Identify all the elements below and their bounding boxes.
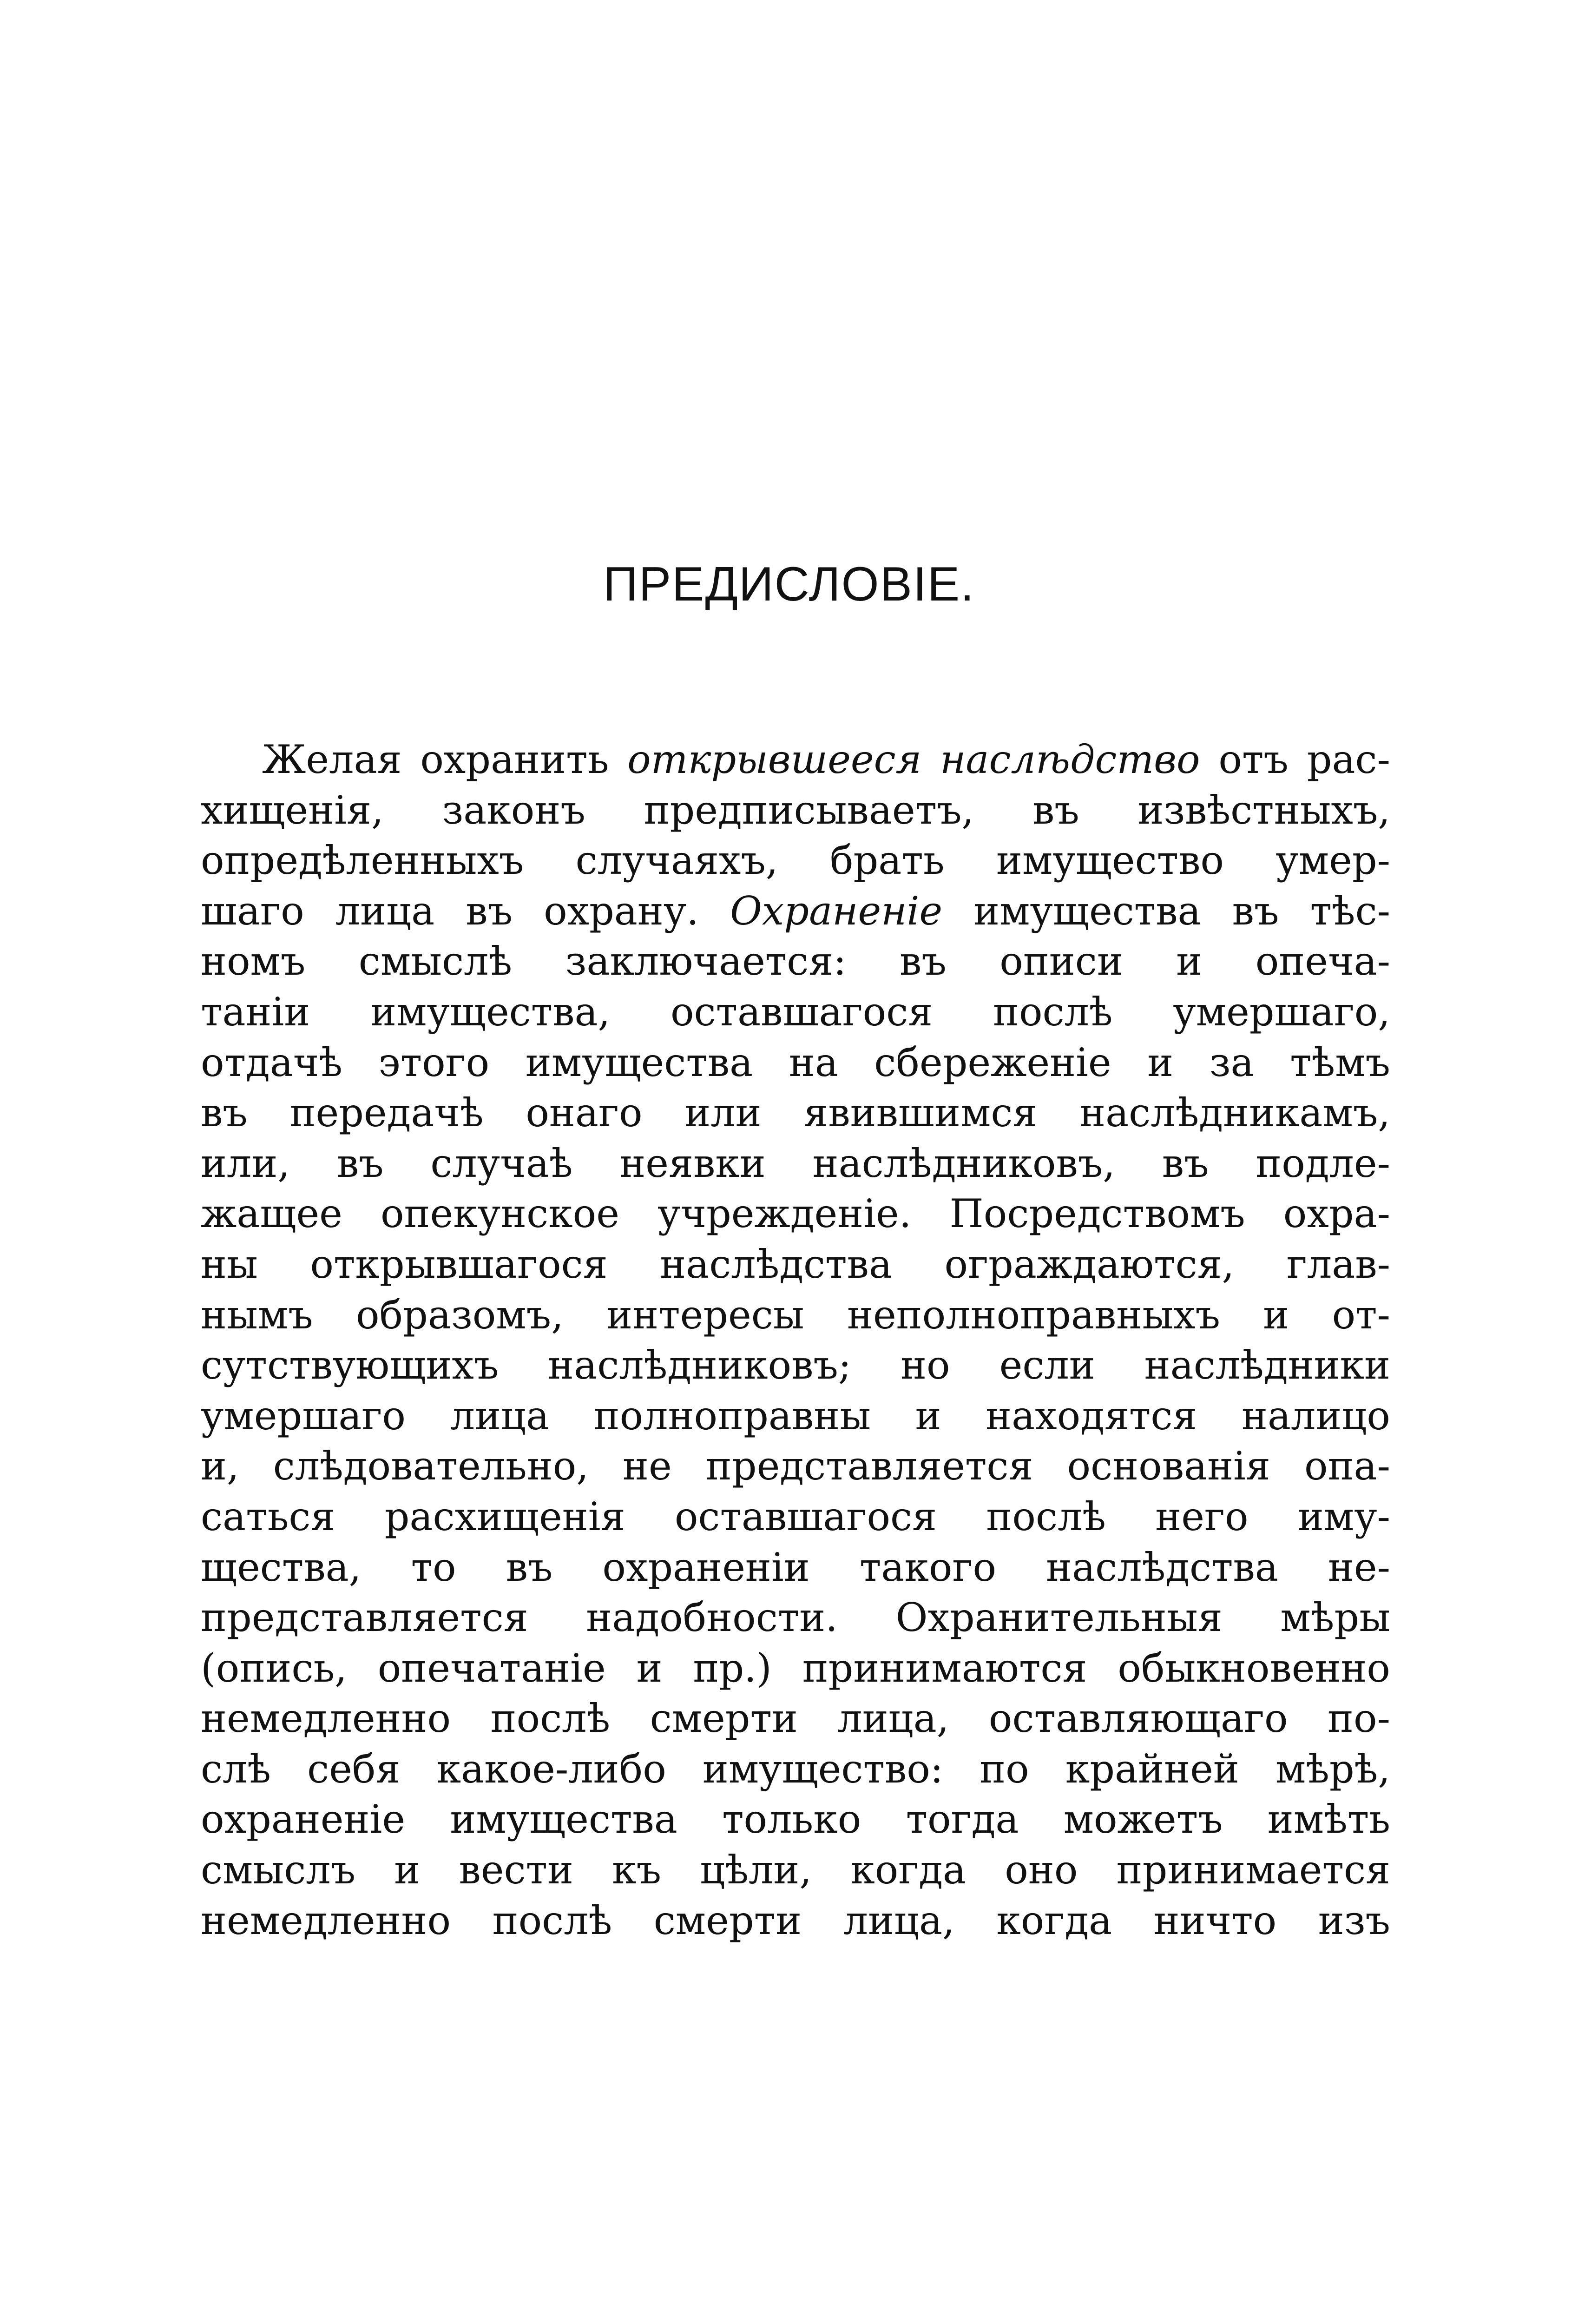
text-segment: (опись, опечатаніе и пр.) принимаются обыкновенно <box>201 1645 1390 1691</box>
text-segment: шаго лица въ охрану. <box>201 888 730 934</box>
preface-paragraph <box>201 734 1390 1946</box>
text-line <box>201 1794 1390 1845</box>
text-segment: слѣ себя какое-либо имущество: по крайней мѣрѣ, <box>201 1746 1390 1792</box>
text-segment: Желая охранить <box>262 737 628 782</box>
text-segment: хищенія, законъ предписываетъ, въ извѣстныхъ, <box>201 787 1390 833</box>
text-segment: номъ смыслѣ заключается: въ описи и опеча- <box>201 938 1390 984</box>
text-segment: смыслъ и вести къ цѣли, когда оно принимается <box>201 1847 1390 1893</box>
text-line <box>201 734 1390 785</box>
text-segment: таніи имущества, оставшагося послѣ умершаго, <box>201 989 1390 1035</box>
italic-term: Охраненіе <box>730 888 943 934</box>
text-line <box>201 1592 1390 1643</box>
text-line <box>201 1895 1390 1946</box>
text-segment: въ передачѣ онаго или явившимся наслѣдникамъ, <box>201 1090 1390 1136</box>
text-line <box>201 1188 1390 1239</box>
text-segment: немедленно послѣ смерти лица, когда ничто изъ <box>201 1897 1390 1943</box>
page-title: ПРЕДИСЛОВІЕ. <box>603 557 975 611</box>
text-line <box>201 1441 1390 1492</box>
text-line <box>201 886 1390 937</box>
text-segment: опредѣленныхъ случаяхъ, брать имущество умер- <box>201 838 1390 884</box>
text-line <box>201 1037 1390 1088</box>
text-line <box>201 1643 1390 1694</box>
italic-term: открывшееся наслѣдство <box>627 737 1200 782</box>
text-line <box>201 1845 1390 1895</box>
text-line <box>201 1744 1390 1795</box>
text-segment: сутствующихъ наслѣдниковъ; но если наслѣдники <box>201 1342 1390 1388</box>
text-line <box>201 987 1390 1037</box>
text-line <box>201 936 1390 987</box>
text-line <box>201 835 1390 886</box>
text-segment: саться расхищенія оставшагося послѣ него иму- <box>201 1493 1390 1539</box>
text-segment: умершаго лица полноправны и находятся налицо <box>201 1393 1390 1439</box>
text-segment: имущества въ тѣс- <box>942 888 1390 934</box>
text-segment: щества, то въ охраненіи такого наслѣдства не- <box>201 1544 1390 1590</box>
text-segment: представляется надобности. Охранительныя мѣры <box>201 1595 1390 1641</box>
text-segment: или, въ случаѣ неявки наслѣдниковъ, въ подле- <box>201 1140 1390 1186</box>
text-line <box>201 1492 1390 1542</box>
text-line <box>201 1340 1390 1391</box>
text-line <box>201 1693 1390 1744</box>
text-line <box>201 1290 1390 1340</box>
text-line <box>201 1391 1390 1441</box>
text-line <box>201 1088 1390 1138</box>
text-segment: отдачѣ этого имущества на сбереженіе и за тѣмъ <box>201 1039 1390 1085</box>
text-line <box>201 1542 1390 1593</box>
text-segment: жащее опекунское учрежденіе. Посредствомъ охра- <box>201 1191 1390 1237</box>
text-segment: ны открывшагося наслѣдства ограждаются, глав- <box>201 1241 1390 1287</box>
text-segment: отъ рас- <box>1200 737 1390 782</box>
text-segment: нымъ образомъ, интересы неполноправныхъ и от- <box>201 1292 1390 1338</box>
text-segment: и, слѣдовательно, не представляется основанія опа- <box>201 1443 1390 1489</box>
text-line <box>201 1138 1390 1189</box>
text-segment: немедленно послѣ смерти лица, оставляющаго по- <box>201 1696 1390 1742</box>
text-line <box>201 1239 1390 1290</box>
text-segment: охраненіе имущества только тогда можетъ имѣть <box>201 1796 1390 1842</box>
text-line <box>201 785 1390 836</box>
